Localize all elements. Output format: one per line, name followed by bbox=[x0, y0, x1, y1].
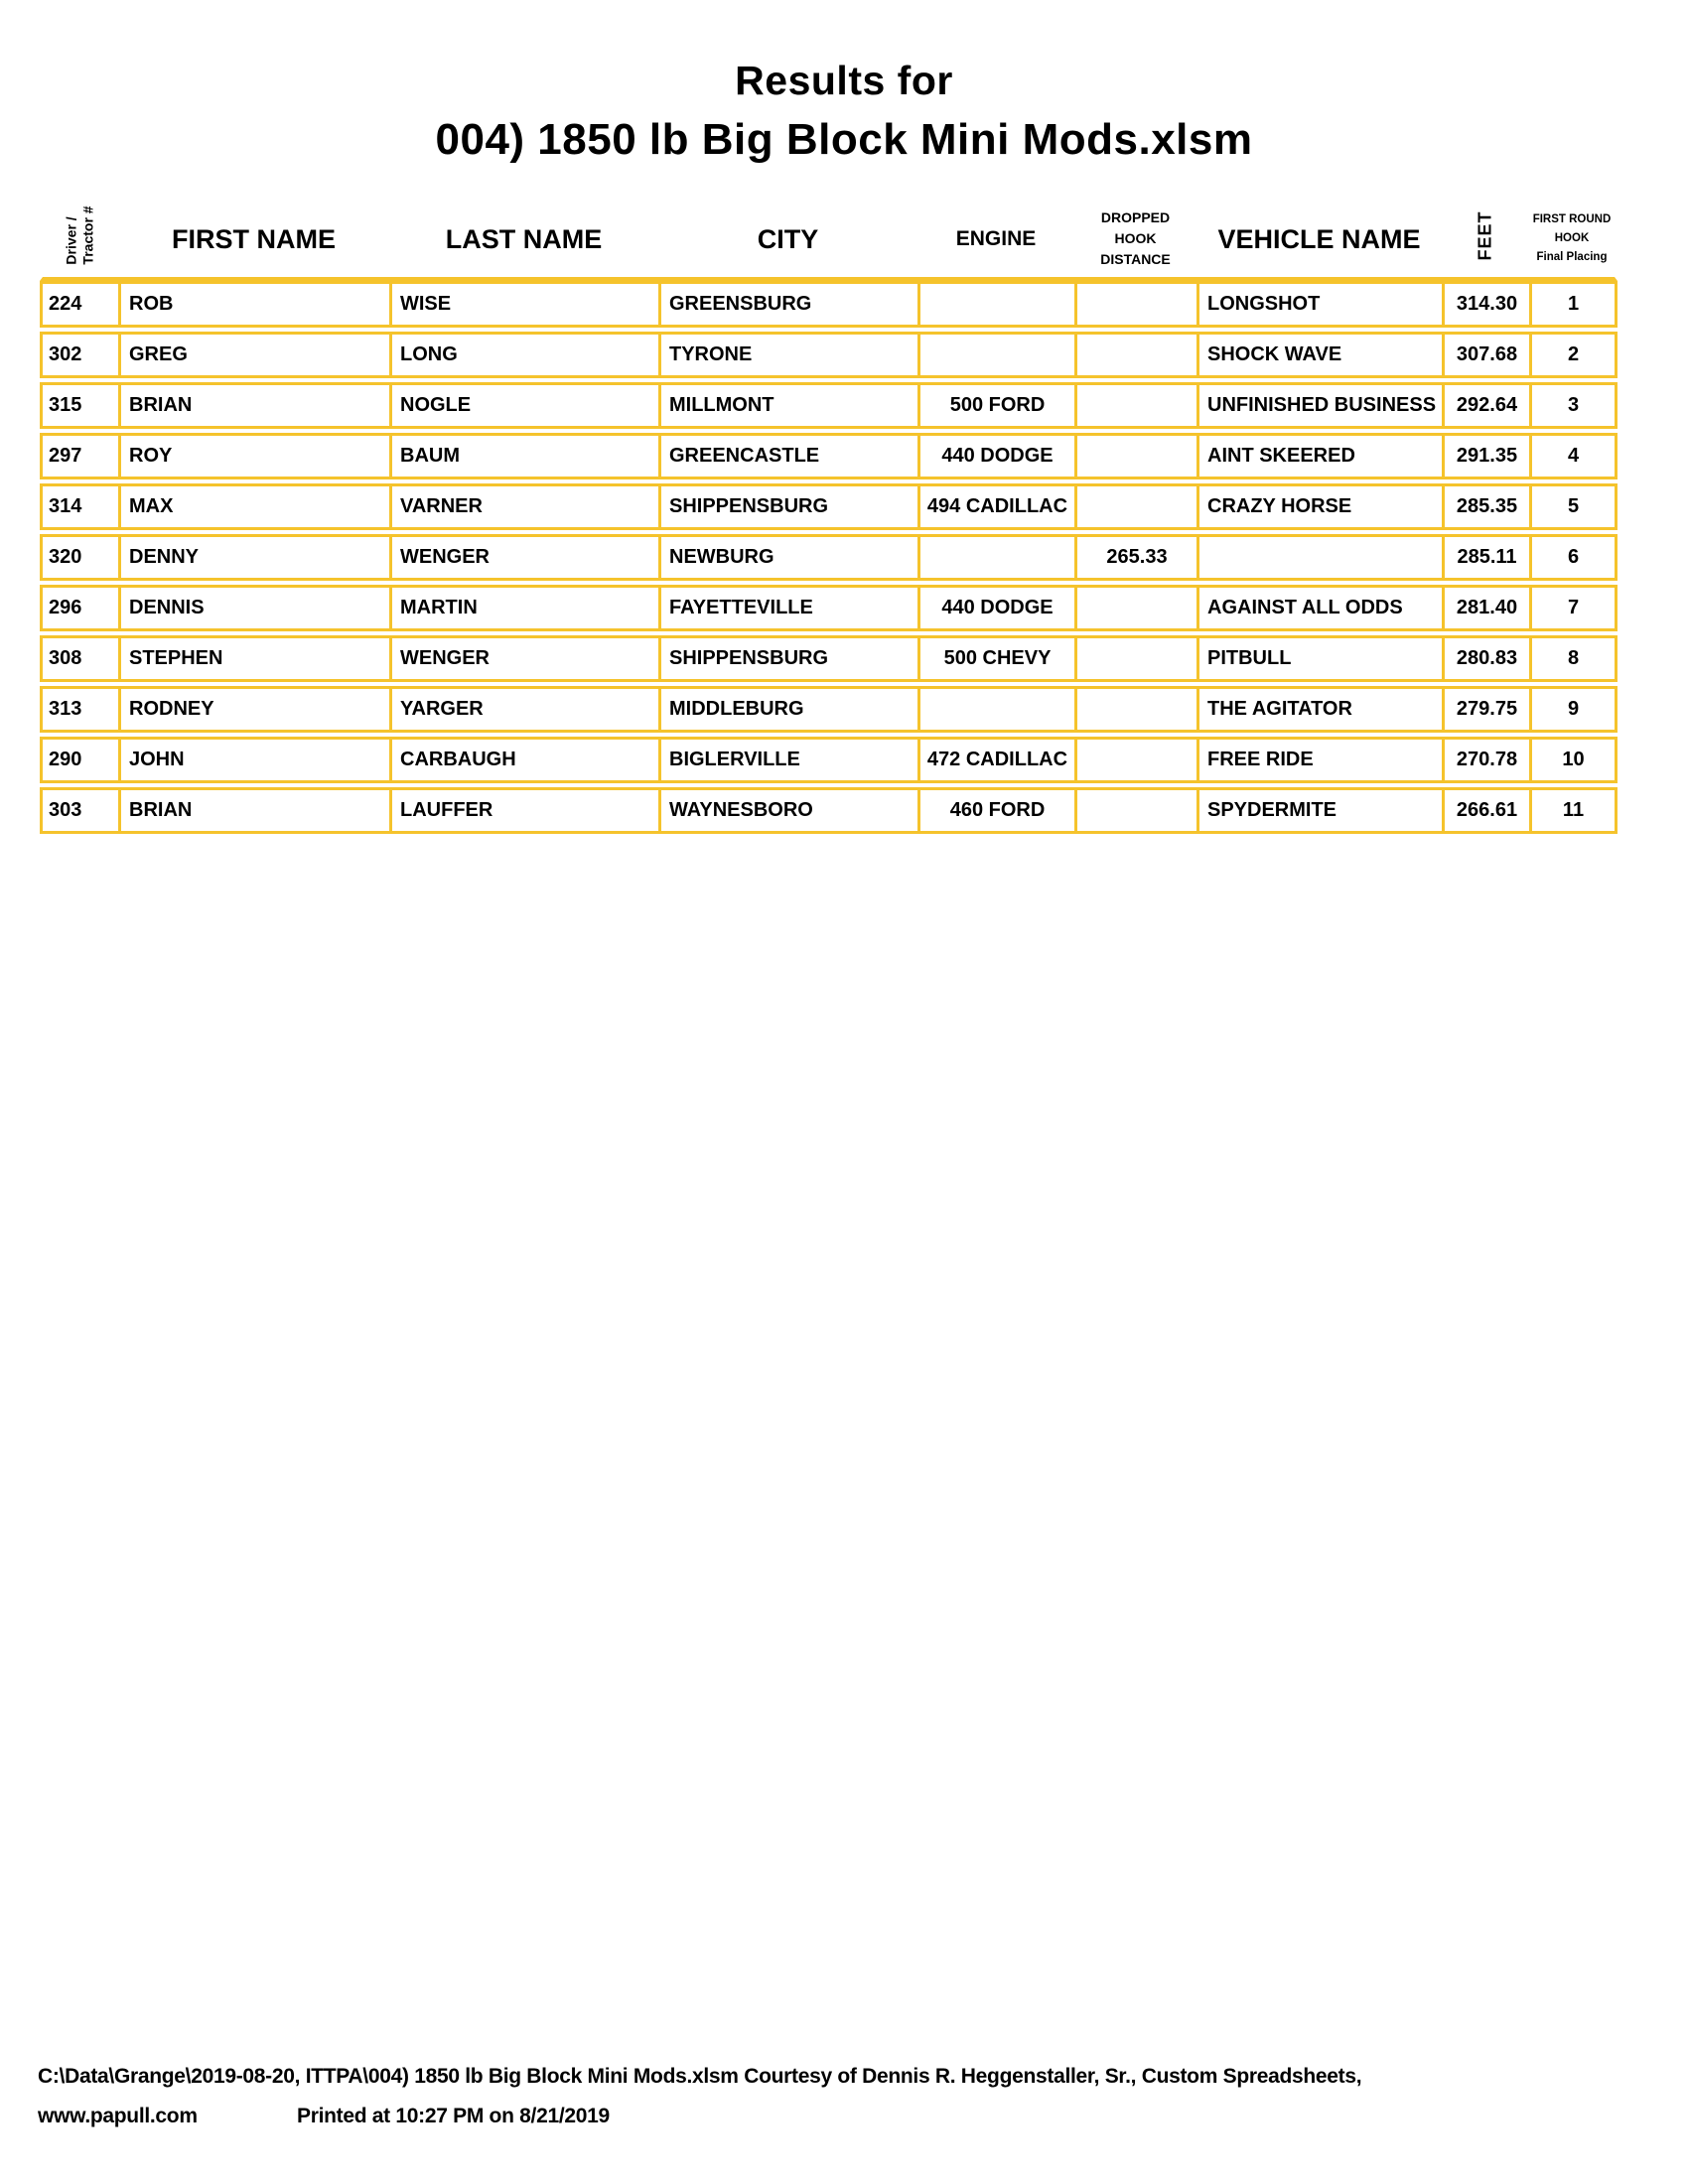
cell-placing: 5 bbox=[1529, 486, 1615, 527]
cell-last: YARGER bbox=[389, 689, 658, 730]
cell-city: SHIPPENSBURG bbox=[658, 638, 917, 679]
header-city: CITY bbox=[757, 223, 819, 254]
cell-city: GREENSBURG bbox=[658, 284, 917, 325]
cell-last: LONG bbox=[389, 335, 658, 375]
cell-engine: 440 DODGE bbox=[917, 588, 1074, 628]
cell-placing: 11 bbox=[1529, 790, 1615, 831]
header-first-name: FIRST NAME bbox=[172, 223, 336, 254]
cell-driver: 313 bbox=[49, 698, 82, 720]
header-placing-line2: HOOK bbox=[1554, 231, 1590, 244]
cell-last: MARTIN bbox=[389, 588, 658, 628]
cell-vehicle: FREE RIDE bbox=[1196, 740, 1442, 780]
table-row bbox=[40, 585, 1618, 631]
cell-driver: 315 bbox=[49, 394, 82, 416]
cell-city: FAYETTEVILLE bbox=[658, 588, 917, 628]
cell-vehicle: AGAINST ALL ODDS bbox=[1196, 588, 1442, 628]
cell-city: MIDDLEBURG bbox=[658, 689, 917, 730]
cell-placing: 3 bbox=[1529, 385, 1615, 426]
cell-driver: 303 bbox=[49, 799, 82, 821]
cell-placing: 9 bbox=[1529, 689, 1615, 730]
cell-feet: 280.83 bbox=[1442, 638, 1529, 679]
cell-placing: 10 bbox=[1529, 740, 1615, 780]
cell-feet: 307.68 bbox=[1442, 335, 1529, 375]
cell-feet: 270.78 bbox=[1442, 740, 1529, 780]
table-body bbox=[40, 281, 1618, 834]
cell-feet: 292.64 bbox=[1442, 385, 1529, 426]
cell-dropped bbox=[1074, 284, 1196, 325]
cell-first: DENNIS bbox=[118, 588, 389, 628]
cell-feet: 281.40 bbox=[1442, 588, 1529, 628]
cell-last: WISE bbox=[389, 284, 658, 325]
header-driver-line2: Tractor # bbox=[79, 205, 96, 265]
cell-vehicle: SPYDERMITE bbox=[1196, 790, 1442, 831]
cell-dropped bbox=[1074, 740, 1196, 780]
cell-dropped bbox=[1074, 385, 1196, 426]
page-subtitle: 004) 1850 lb Big Block Mini Mods.xlsm bbox=[435, 115, 1253, 164]
cell-vehicle: UNFINISHED BUSINESS bbox=[1196, 385, 1442, 426]
header-dropped-line2: HOOK bbox=[1114, 229, 1157, 246]
cell-last: NOGLE bbox=[389, 385, 658, 426]
cell-city: SHIPPENSBURG bbox=[658, 486, 917, 527]
cell-first: ROY bbox=[118, 436, 389, 477]
cell-first: DENNY bbox=[118, 537, 389, 578]
header-feet bbox=[1442, 194, 1529, 277]
cell-dropped bbox=[1074, 335, 1196, 375]
cell-first: STEPHEN bbox=[118, 638, 389, 679]
cell-feet: 291.35 bbox=[1442, 436, 1529, 477]
cell-dropped bbox=[1074, 588, 1196, 628]
header-first-round-hook bbox=[1529, 191, 1615, 280]
cell-vehicle: PITBULL bbox=[1196, 638, 1442, 679]
cell-city: NEWBURG bbox=[658, 537, 917, 578]
cell-feet: 285.11 bbox=[1442, 537, 1529, 578]
table-row bbox=[40, 635, 1618, 682]
cell-last: VARNER bbox=[389, 486, 658, 527]
cell-vehicle bbox=[1196, 537, 1442, 578]
header-dropped-hook-distance bbox=[1074, 191, 1196, 280]
table-row bbox=[40, 483, 1618, 530]
header-driver-line1: Driver / bbox=[63, 216, 79, 265]
cell-driver: 224 bbox=[49, 293, 82, 315]
cell-feet: 279.75 bbox=[1442, 689, 1529, 730]
table-row bbox=[40, 281, 1618, 328]
cell-driver: 290 bbox=[49, 749, 82, 770]
cell-city: MILLMONT bbox=[658, 385, 917, 426]
results-table bbox=[40, 194, 1618, 834]
cell-engine: 494 CADILLAC bbox=[917, 486, 1074, 527]
cell-last: CARBAUGH bbox=[389, 740, 658, 780]
cell-driver: 314 bbox=[49, 495, 82, 517]
cell-engine bbox=[917, 689, 1074, 730]
cell-placing: 2 bbox=[1529, 335, 1615, 375]
header-vehicle-name: VEHICLE NAME bbox=[1217, 223, 1421, 254]
cell-first: MAX bbox=[118, 486, 389, 527]
cell-first: RODNEY bbox=[118, 689, 389, 730]
cell-feet: 285.35 bbox=[1442, 486, 1529, 527]
footer-file-path: C:\Data\Grange\2019-08-20, ITTPA\004) 1850 lb Big Block Mini Mods.xlsm Courtesy of Dennis R. Heggenstaller, Sr., Custom Spreadsheets, bbox=[38, 2065, 1362, 2088]
table-row bbox=[40, 433, 1618, 479]
cell-dropped: 265.33 bbox=[1074, 537, 1196, 578]
cell-dropped bbox=[1074, 486, 1196, 527]
cell-driver: 296 bbox=[49, 597, 82, 618]
header-placing-line1: FIRST ROUND bbox=[1532, 212, 1612, 225]
table-row bbox=[40, 737, 1618, 783]
page-footer bbox=[38, 2057, 1646, 2136]
header-feet-label: FEET bbox=[1475, 209, 1495, 261]
report-titles bbox=[0, 58, 1688, 165]
cell-city: WAYNESBORO bbox=[658, 790, 917, 831]
cell-engine: 472 CADILLAC bbox=[917, 740, 1074, 780]
header-placing-line3: Final Placing bbox=[1536, 250, 1608, 263]
cell-vehicle: AINT SKEERED bbox=[1196, 436, 1442, 477]
cell-last: WENGER bbox=[389, 638, 658, 679]
cell-first: JOHN bbox=[118, 740, 389, 780]
cell-city: GREENCASTLE bbox=[658, 436, 917, 477]
cell-driver: 308 bbox=[49, 647, 82, 669]
cell-placing: 7 bbox=[1529, 588, 1615, 628]
cell-placing: 8 bbox=[1529, 638, 1615, 679]
cell-engine: 440 DODGE bbox=[917, 436, 1074, 477]
footer-printed-at: Printed at 10:27 PM on 8/21/2019 bbox=[297, 2105, 610, 2127]
cell-first: GREG bbox=[118, 335, 389, 375]
header-dropped-line1: DROPPED bbox=[1100, 208, 1171, 225]
cell-engine: 460 FORD bbox=[917, 790, 1074, 831]
cell-last: WENGER bbox=[389, 537, 658, 578]
table-row bbox=[40, 534, 1618, 581]
cell-dropped bbox=[1074, 638, 1196, 679]
cell-first: ROB bbox=[118, 284, 389, 325]
cell-feet: 314.30 bbox=[1442, 284, 1529, 325]
cell-last: LAUFFER bbox=[389, 790, 658, 831]
cell-placing: 4 bbox=[1529, 436, 1615, 477]
page-title: Results for bbox=[735, 58, 953, 103]
cell-engine bbox=[917, 537, 1074, 578]
cell-vehicle: THE AGITATOR bbox=[1196, 689, 1442, 730]
table-row bbox=[40, 686, 1618, 733]
table-row bbox=[40, 332, 1618, 378]
cell-first: BRIAN bbox=[118, 385, 389, 426]
header-engine: ENGINE bbox=[955, 227, 1037, 250]
cell-driver: 320 bbox=[49, 546, 82, 568]
cell-first: BRIAN bbox=[118, 790, 389, 831]
cell-dropped bbox=[1074, 436, 1196, 477]
cell-engine bbox=[917, 284, 1074, 325]
cell-engine: 500 CHEVY bbox=[917, 638, 1074, 679]
cell-last: BAUM bbox=[389, 436, 658, 477]
cell-dropped bbox=[1074, 689, 1196, 730]
table-header-row bbox=[40, 194, 1618, 281]
cell-engine bbox=[917, 335, 1074, 375]
cell-city: TYRONE bbox=[658, 335, 917, 375]
table-row bbox=[40, 787, 1618, 834]
header-dropped-line3: DISTANCE bbox=[1100, 250, 1171, 267]
cell-vehicle: CRAZY HORSE bbox=[1196, 486, 1442, 527]
cell-city: BIGLERVILLE bbox=[658, 740, 917, 780]
table-row bbox=[40, 382, 1618, 429]
cell-placing: 6 bbox=[1529, 537, 1615, 578]
header-driver-tractor bbox=[43, 194, 118, 277]
footer-print-info bbox=[38, 2097, 1646, 2136]
cell-placing: 1 bbox=[1529, 284, 1615, 325]
cell-driver: 302 bbox=[49, 343, 82, 365]
cell-dropped bbox=[1074, 790, 1196, 831]
cell-driver: 297 bbox=[49, 445, 82, 467]
cell-feet: 266.61 bbox=[1442, 790, 1529, 831]
cell-engine: 500 FORD bbox=[917, 385, 1074, 426]
header-last-name: LAST NAME bbox=[445, 223, 603, 254]
cell-vehicle: SHOCK WAVE bbox=[1196, 335, 1442, 375]
cell-vehicle: LONGSHOT bbox=[1196, 284, 1442, 325]
footer-website: www.papull.com bbox=[38, 2105, 198, 2127]
